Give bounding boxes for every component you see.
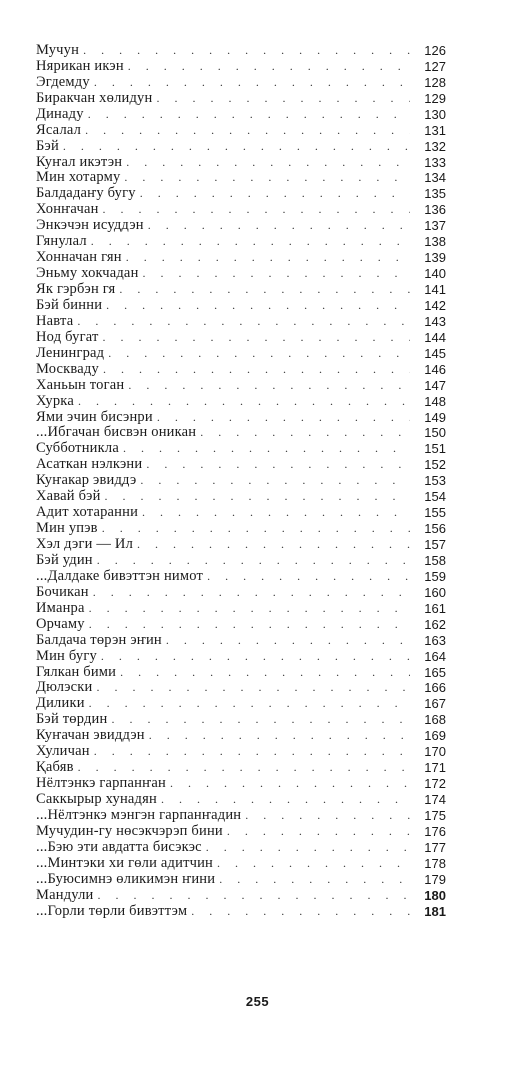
toc-leader-dots: [89, 601, 410, 617]
toc-entry-title: Дюлэски: [36, 679, 93, 696]
toc-entry-page: 147: [424, 377, 446, 393]
toc-entry: [36, 441, 446, 457]
toc-entry: [36, 314, 446, 330]
toc-entry: [36, 91, 446, 107]
toc-entry: [36, 649, 446, 665]
toc-entry-title: ...Далдаке бивэттэн нимот: [36, 567, 204, 584]
toc-leader-dots: [124, 170, 410, 186]
toc-leader-dots: [105, 489, 410, 505]
toc-entry: [36, 904, 446, 920]
toc-entry-page: 176: [424, 823, 446, 839]
toc-entry: [36, 202, 446, 218]
toc-entry-page: 150: [424, 425, 446, 441]
toc-entry-page: 131: [424, 122, 446, 138]
toc-entry-title: Куҥал икэтэн: [36, 153, 123, 170]
toc-leader-dots: [126, 155, 410, 171]
toc-entry-page: 129: [424, 90, 446, 106]
toc-entry-title: Ями эчин бисэнри: [36, 408, 153, 425]
toc-entry: [36, 457, 446, 473]
toc-leader-dots: [91, 234, 410, 250]
toc-entry-page: 141: [424, 282, 446, 298]
toc-leader-dots: [103, 330, 410, 346]
toc-entry: [36, 569, 446, 585]
toc-entry: [36, 553, 446, 569]
toc-entry-page: 149: [424, 409, 446, 425]
toc-entry: [36, 250, 446, 266]
toc-entry-title: ...Минтэки хи гөли адитчин: [36, 854, 214, 871]
toc-entry-title: Адит хотаранни: [36, 504, 139, 521]
toc-entry-title: Гялкан бими: [36, 663, 117, 680]
toc-entry-page: 164: [424, 648, 446, 664]
toc-entry: [36, 505, 446, 521]
toc-leader-dots: [89, 696, 410, 712]
toc-entry: [36, 665, 446, 681]
toc-entry-title: ...Буюсимнэ өликимэн ҥини: [36, 870, 216, 887]
toc-entry-title: Эньму хокчадан: [36, 265, 139, 282]
toc-entry-page: 168: [424, 712, 446, 728]
toc-entry-title: Мучудин-гу нөсэкчэрэп бини: [36, 822, 223, 839]
toc-leader-dots: [78, 760, 410, 776]
toc-entry-page: 158: [424, 552, 446, 568]
toc-leader-dots: [148, 218, 410, 234]
toc-entry: [36, 155, 446, 171]
toc-entry: [36, 43, 446, 59]
toc-entry: [36, 840, 446, 856]
toc-entry-title: ...Бэю эти авдатта бисэкэс: [36, 838, 202, 855]
toc-leader-dots: [143, 266, 410, 282]
toc-entry-page: 139: [424, 250, 446, 266]
toc-leader-dots: [88, 107, 410, 123]
toc-entry-page: 160: [424, 584, 446, 600]
toc-leader-dots: [207, 569, 410, 585]
toc-entry-title: ...Горли төрли бивэттэм: [36, 902, 188, 919]
toc-entry: [36, 521, 446, 537]
toc-entry-page: 128: [424, 74, 446, 90]
toc-entry-title: Куҥачан эвиддэн: [36, 727, 145, 744]
toc-entry-page: 159: [424, 568, 446, 584]
toc-entry: [36, 298, 446, 314]
toc-entry-title: Эгдемду: [36, 73, 90, 90]
toc-entry: [36, 888, 446, 904]
toc-entry: [36, 330, 446, 346]
toc-leader-dots: [78, 394, 410, 410]
toc-entry-title: Мандули: [36, 886, 94, 903]
toc-leader-dots: [245, 808, 410, 824]
toc-entry: [36, 617, 446, 633]
toc-entry: [36, 171, 446, 187]
toc-entry: [36, 410, 446, 426]
toc-entry-page: 156: [424, 521, 446, 537]
toc-entry-page: 157: [424, 537, 446, 553]
toc-entry-page: 137: [424, 218, 446, 234]
toc-entry-title: Бэй: [36, 137, 59, 154]
toc-entry-page: 138: [424, 234, 446, 250]
toc-entry-title: Субботникла: [36, 440, 119, 457]
toc-leader-dots: [142, 505, 410, 521]
toc-leader-dots: [97, 553, 410, 569]
toc-entry-title: Ясалал: [36, 121, 82, 138]
toc-leader-dots: [93, 585, 410, 601]
toc-leader-dots: [120, 665, 410, 681]
toc-entry-page: 163: [424, 632, 446, 648]
toc-entry: [36, 696, 446, 712]
toc-leader-dots: [119, 282, 410, 298]
toc-entry: [36, 537, 446, 553]
toc-entry: [36, 776, 446, 792]
toc-entry: [36, 601, 446, 617]
toc-leader-dots: [219, 872, 410, 888]
toc-entry: [36, 856, 446, 872]
toc-entry-page: 153: [424, 473, 446, 489]
toc-leader-dots: [103, 362, 410, 378]
toc-entry-title: Қабяв: [36, 759, 74, 776]
toc-leader-dots: [97, 888, 410, 904]
toc-entry-title: Энкэчэн исуддэн: [36, 217, 144, 234]
toc-entry-title: Бэй төрдин: [36, 711, 108, 728]
toc-leader-dots: [103, 202, 410, 218]
toc-leader-dots: [191, 904, 410, 920]
page-number: 255: [245, 994, 270, 1009]
toc-entry: [36, 872, 446, 888]
toc-entry-page: 179: [424, 871, 446, 887]
toc-entry-title: Мин бугу: [36, 647, 97, 664]
toc-entry-page: 181: [424, 903, 446, 919]
toc-entry: [36, 139, 446, 155]
toc-entry-title: ...Нёлтэнкэ мэнгэн гарпанҥадин: [36, 806, 242, 823]
toc-entry: [36, 712, 446, 728]
toc-entry: [36, 585, 446, 601]
toc-leader-dots: [128, 378, 410, 394]
toc-entry-title: Ленинград: [36, 344, 105, 361]
toc-entry-title: Ханьын тоган: [36, 376, 125, 393]
toc-entry-page: 161: [424, 600, 446, 616]
toc-leader-dots: [157, 410, 410, 426]
toc-leader-dots: [89, 617, 410, 633]
toc-leader-dots: [140, 473, 410, 489]
toc-entry-title: Асаткан нэлкэни: [36, 456, 143, 473]
toc-entry-title: Мин хотарму: [36, 169, 121, 186]
toc-entry-page: 154: [424, 489, 446, 505]
toc-entry-title: Дилики: [36, 695, 85, 712]
toc-leader-dots: [166, 633, 410, 649]
toc-leader-dots: [102, 521, 410, 537]
toc-leader-dots: [128, 59, 410, 75]
toc-leader-dots: [101, 649, 410, 665]
toc-entry: [36, 75, 446, 91]
toc-entry-title: Биракчан хөлидун: [36, 89, 153, 106]
toc-entry: [36, 824, 446, 840]
toc-entry-page: 134: [424, 170, 446, 186]
toc-leader-dots: [63, 139, 410, 155]
toc-entry: [36, 744, 446, 760]
toc-leader-dots: [106, 298, 410, 314]
toc-entry-page: 174: [424, 792, 446, 808]
toc-leader-dots: [156, 91, 410, 107]
toc-entry: [36, 808, 446, 824]
toc-entry-title: Нёлтэнкэ гарпанҥан: [36, 775, 166, 792]
toc-entry: [36, 426, 446, 442]
toc-entry-title: Бэй бинни: [36, 296, 103, 313]
toc-entry-page: 162: [424, 616, 446, 632]
toc-entry-page: 155: [424, 505, 446, 521]
toc-entry: [36, 282, 446, 298]
toc-entry-title: Мучун: [36, 41, 80, 58]
toc-entry-title: Иманра: [36, 599, 85, 616]
toc-entry: [36, 489, 446, 505]
toc-entry-title: Бочикан: [36, 583, 89, 600]
toc-entry: [36, 59, 446, 75]
toc-entry-title: Хавай бэй: [36, 488, 101, 505]
toc-leader-dots: [108, 346, 410, 362]
toc-leader-dots: [227, 824, 410, 840]
toc-entry: [36, 760, 446, 776]
toc-entry: [36, 473, 446, 489]
toc-leader-dots: [170, 776, 410, 792]
toc-leader-dots: [161, 792, 410, 808]
toc-leader-dots: [137, 537, 410, 553]
toc-entry-title: Куҥакар эвиддэ: [36, 472, 137, 489]
toc-entry-title: Хэл дэги — Ил: [36, 536, 134, 553]
toc-entry-page: 126: [424, 42, 446, 58]
toc-entry-title: ...Ибгачан бисвэн оникан: [36, 424, 197, 441]
toc-leader-dots: [123, 441, 410, 457]
toc-entry-page: 127: [424, 58, 446, 74]
toc-entry-title: Хурка: [36, 392, 74, 409]
toc-entry: [36, 266, 446, 282]
toc-entry-title: Орчаму: [36, 615, 85, 632]
toc-leader-dots: [83, 43, 410, 59]
toc-entry-page: 165: [424, 664, 446, 680]
toc-entry-page: 148: [424, 393, 446, 409]
toc-entry-page: 130: [424, 106, 446, 122]
toc-entry-title: Саккырыр хунадян: [36, 791, 157, 808]
toc-entry: [36, 218, 446, 234]
toc-leader-dots: [77, 314, 410, 330]
toc-entry-title: Нярикан икэн: [36, 57, 124, 74]
toc-entry-page: 136: [424, 202, 446, 218]
toc-entry-page: 140: [424, 266, 446, 282]
toc-leader-dots: [146, 457, 410, 473]
toc-entry-title: Гянулал: [36, 233, 87, 250]
toc-entry-page: 132: [424, 138, 446, 154]
table-of-contents: [36, 43, 446, 920]
toc-leader-dots: [94, 744, 410, 760]
toc-entry-page: 145: [424, 345, 446, 361]
toc-entry-page: 172: [424, 776, 446, 792]
toc-leader-dots: [94, 75, 410, 91]
toc-entry-title: Динаду: [36, 105, 84, 122]
toc-entry-title: Балдадаҥу бугу: [36, 185, 136, 202]
toc-leader-dots: [200, 425, 410, 441]
toc-entry-title: Хуличан: [36, 743, 90, 760]
toc-leader-dots: [140, 186, 410, 202]
toc-entry: [36, 346, 446, 362]
toc-entry-page: 177: [424, 839, 446, 855]
toc-entry: [36, 633, 446, 649]
toc-entry-title: Бэй удин: [36, 551, 93, 568]
toc-entry-page: 175: [424, 807, 446, 823]
toc-entry: [36, 234, 446, 250]
toc-entry-page: 178: [424, 855, 446, 871]
toc-entry: [36, 681, 446, 697]
toc-entry-page: 146: [424, 361, 446, 377]
toc-entry-page: 169: [424, 728, 446, 744]
toc-entry-title: Нод бугат: [36, 328, 99, 345]
toc-entry-title: Хонҥачан: [36, 201, 99, 218]
toc-entry-page: 170: [424, 744, 446, 760]
toc-entry: [36, 123, 446, 139]
toc-entry: [36, 728, 446, 744]
toc-entry: [36, 378, 446, 394]
toc-leader-dots: [126, 250, 410, 266]
toc-leader-dots: [85, 123, 410, 139]
toc-entry-page: 151: [424, 441, 446, 457]
toc-entry-page: 180: [424, 887, 446, 903]
toc-entry-title: Хонначан гян: [36, 249, 122, 266]
toc-leader-dots: [206, 840, 410, 856]
toc-entry-title: Навта: [36, 312, 74, 329]
toc-entry: [36, 107, 446, 123]
toc-entry: [36, 362, 446, 378]
toc-entry-title: Як гэрбэн гя: [36, 281, 116, 298]
toc-entry-page: 143: [424, 313, 446, 329]
toc-entry-page: 171: [424, 760, 446, 776]
toc-entry-title: Москваду: [36, 360, 99, 377]
toc-entry-page: 152: [424, 457, 446, 473]
toc-entry-title: Балдача төрэн эҥин: [36, 631, 162, 648]
toc-entry: [36, 186, 446, 202]
toc-leader-dots: [217, 856, 410, 872]
toc-entry-page: 167: [424, 696, 446, 712]
toc-entry-page: 144: [424, 329, 446, 345]
toc-entry: [36, 792, 446, 808]
toc-entry-page: 133: [424, 154, 446, 170]
toc-entry-page: 166: [424, 680, 446, 696]
toc-entry-title: Мин упэв: [36, 520, 98, 537]
toc-entry-page: 135: [424, 186, 446, 202]
toc-leader-dots: [149, 728, 410, 744]
toc-leader-dots: [96, 680, 410, 696]
toc-entry: [36, 394, 446, 410]
toc-entry-page: 142: [424, 297, 446, 313]
toc-leader-dots: [111, 712, 410, 728]
